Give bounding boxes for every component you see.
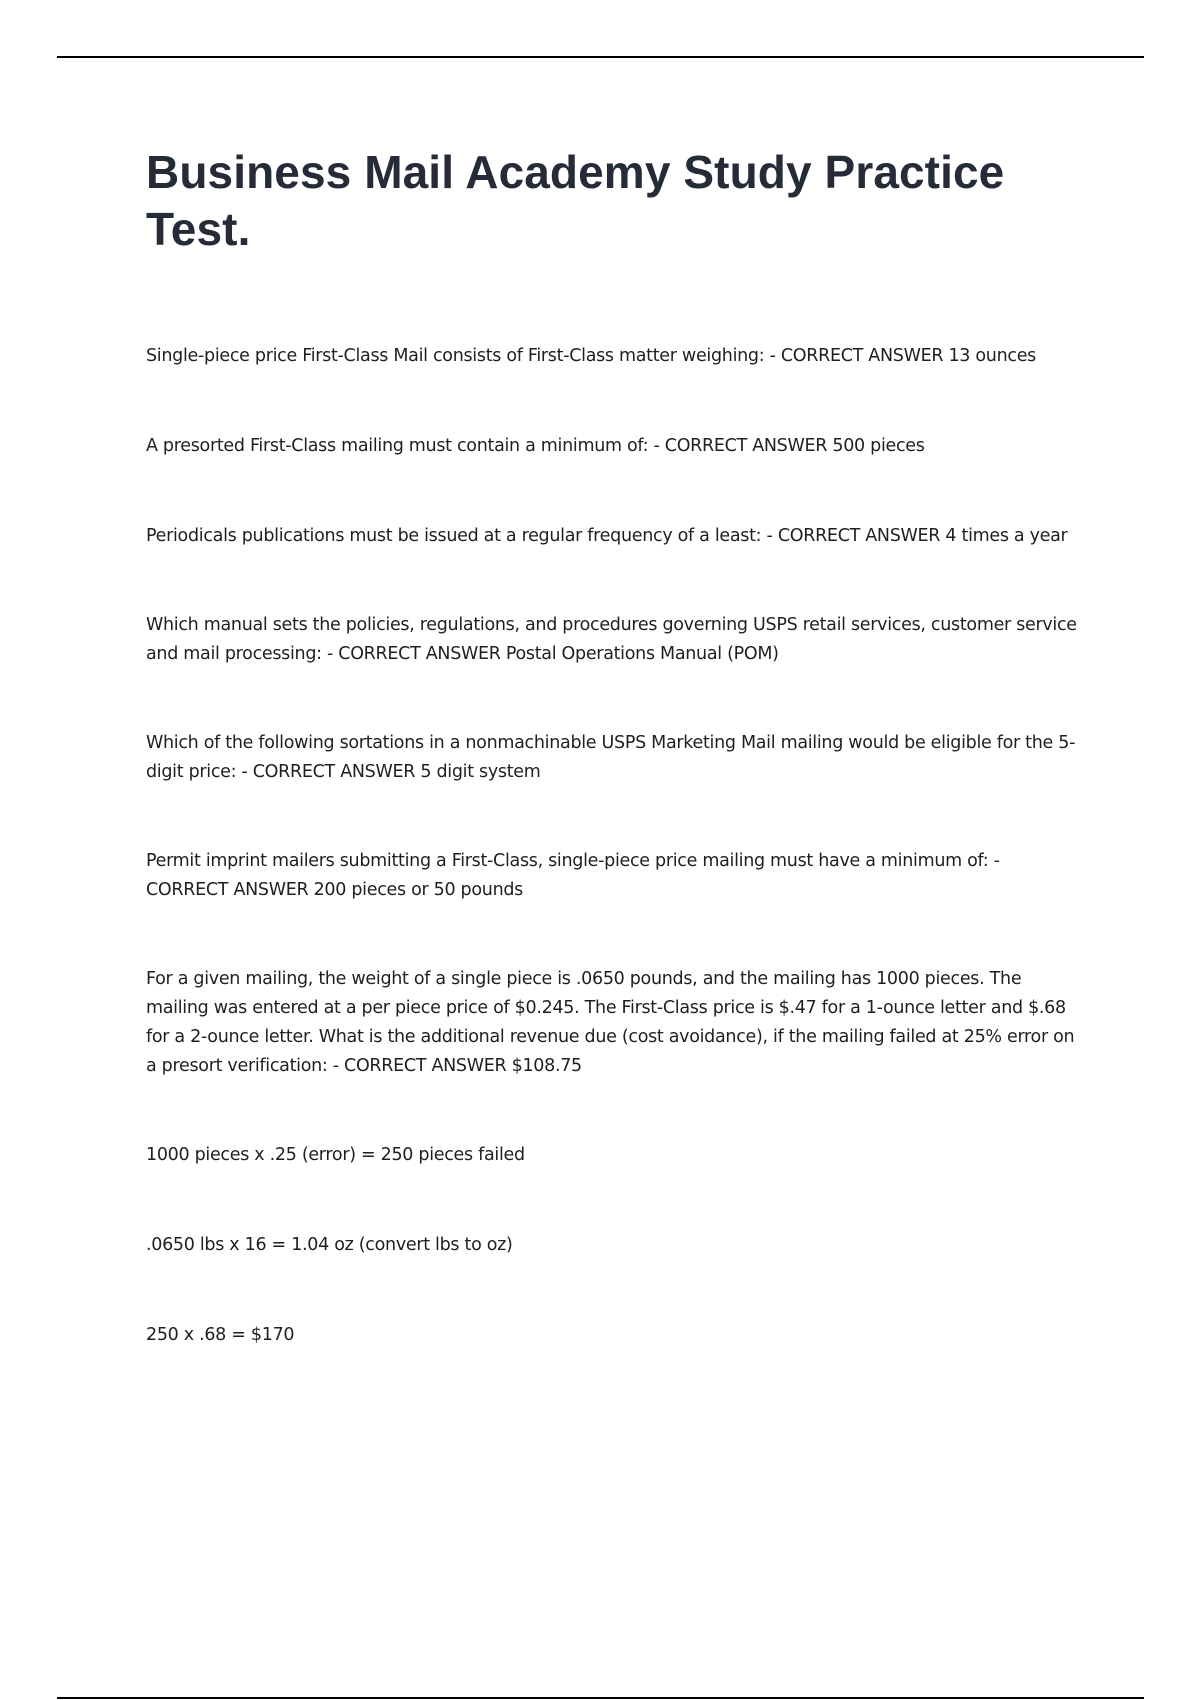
qa-item-7: For a given mailing, the weight of a single piece is .0650 pounds, and the mailing has 1000 pieces. The mailing was entered at a per piece price of $0.245. The First-Class price is $.47 for a 1-ounce letter and $.68 for a 2-ounce letter. What is the additional revenue due (cost avoidance), if the mailing failed at 25% error on a presort verification: - CORRECT ANSWER $108.75 [146, 969, 1075, 1076]
page-title: Business Mail Academy Study Practice Test. [146, 146, 1005, 255]
question-list [146, 342, 1086, 1411]
calc-line-1: 1000 pieces x .25 (error) = 250 pieces failed [146, 1145, 525, 1165]
header-rule [57, 56, 1144, 58]
qa-item-2: A presorted First-Class mailing must contain a minimum of: - CORRECT ANSWER 500 pieces [146, 436, 925, 456]
qa-item-6: Permit imprint mailers submitting a First-Class, single-piece price mailing must have a minimum of: - CORRECT ANSWER 200 pieces or 50 pounds [146, 851, 1000, 900]
qa-item-1: Single-piece price First-Class Mail consists of First-Class matter weighing: - CORRECT ANSWER 13 ounces [146, 346, 1036, 366]
qa-item-5: Which of the following sortations in a nonmachinable USPS Marketing Mail mailing would be eligible for the 5-digit price: - CORRECT ANSWER 5 digit system [146, 733, 1076, 782]
qa-item-4: Which manual sets the policies, regulations, and procedures governing USPS retail services, customer service and mail processing: - CORRECT ANSWER Postal Operations Manual (POM) [146, 615, 1077, 664]
qa-item-3: Periodicals publications must be issued at a regular frequency of a least: - CORRECT ANSWER 4 times a year [146, 526, 1068, 546]
calc-line-3: 250 x .68 = $170 [146, 1325, 295, 1345]
calc-line-2: .0650 lbs x 16 = 1.04 oz (convert lbs to oz) [146, 1235, 513, 1255]
footer-rule [57, 1697, 1144, 1699]
